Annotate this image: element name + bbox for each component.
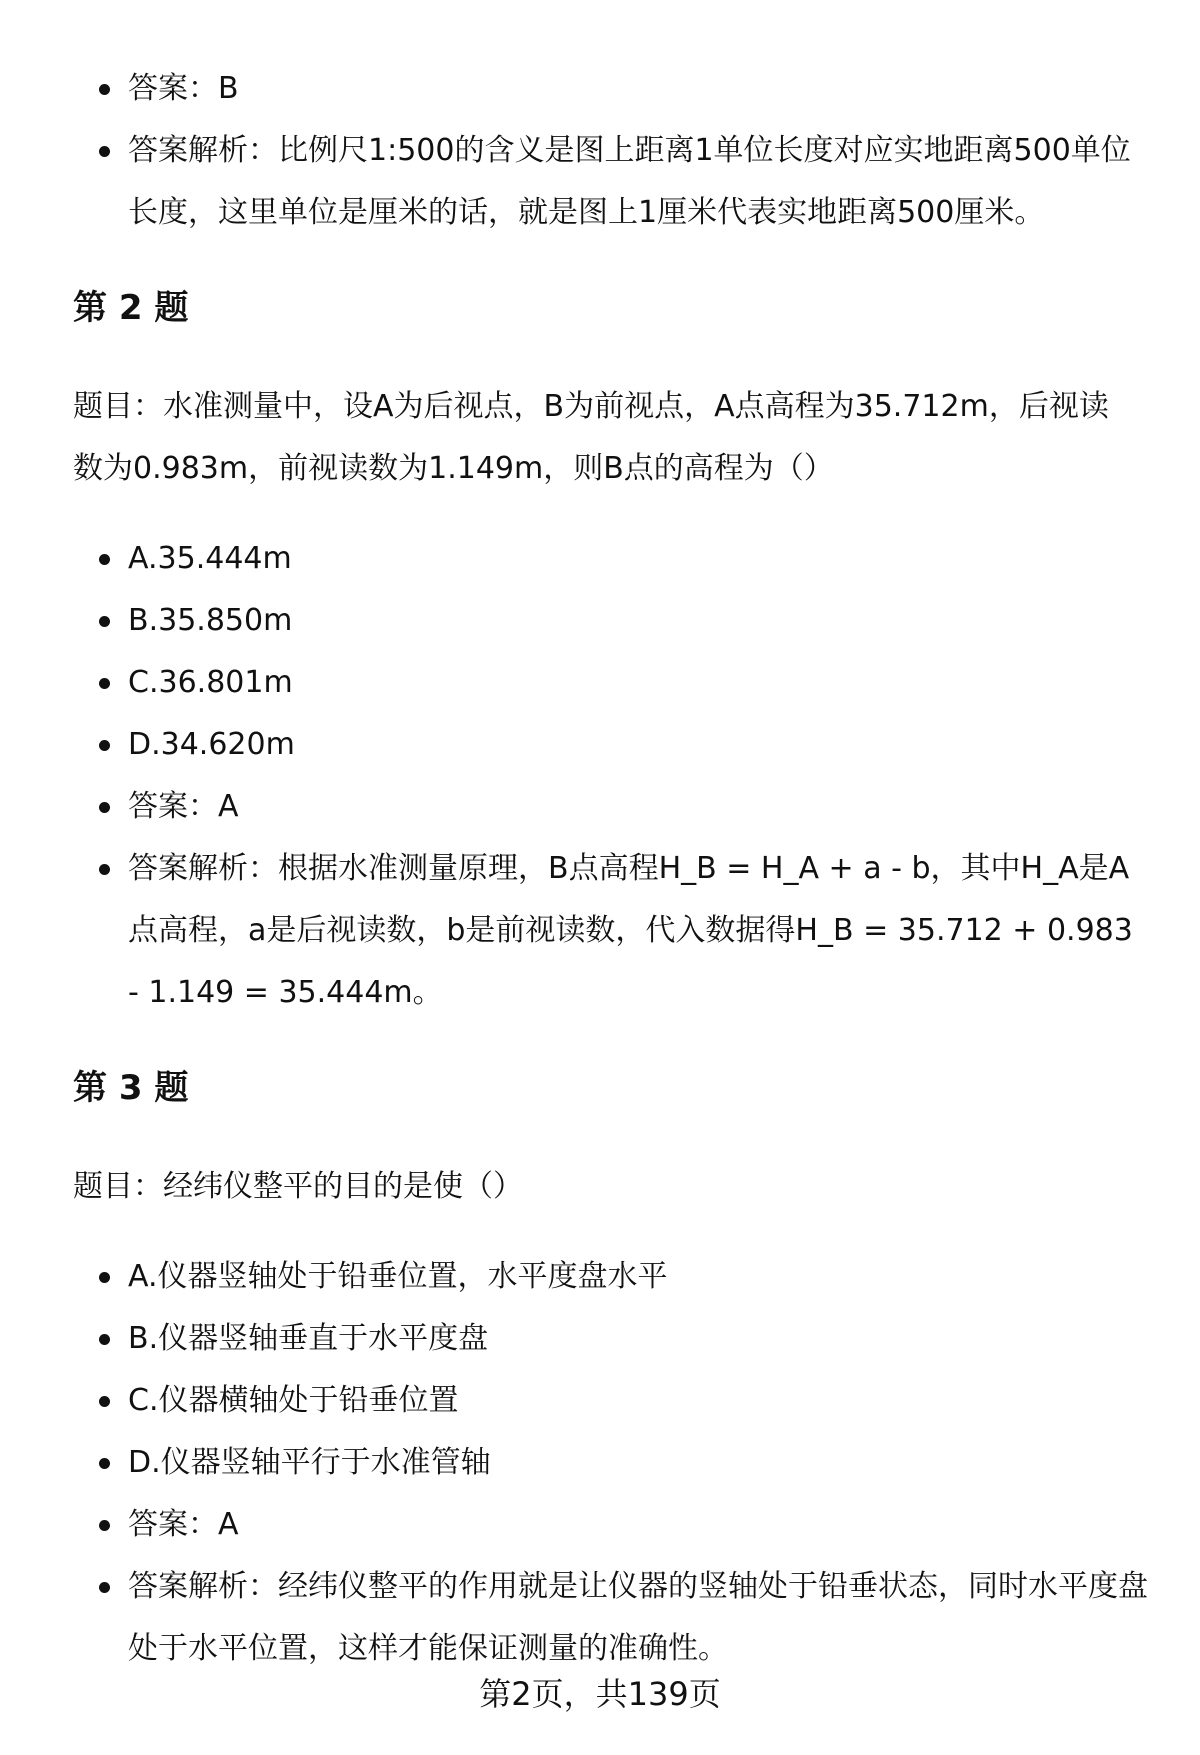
bullet-icon	[99, 554, 110, 565]
q2-option-b-text: B.35.850m	[128, 603, 293, 638]
q3-explanation	[73, 1556, 1153, 1680]
bullet-icon	[99, 864, 110, 875]
q1-answer	[73, 58, 1153, 120]
bullet-icon	[99, 802, 110, 813]
bullet-icon	[99, 1334, 110, 1345]
bullet-icon	[99, 84, 110, 95]
q3-explanation-text: 答案解析：经纬仪整平的作用就是让仪器的竖轴处于铅垂状态，同时水平度盘处于水平位置，这样才能保证测量的准确性。	[128, 1569, 1148, 1666]
q2-answer	[73, 776, 1153, 838]
page-footer: 第2页，共139页	[479, 1675, 721, 1713]
bullet-icon	[99, 146, 110, 157]
q2-answer-text: 答案：A	[128, 789, 239, 824]
q3-option-d	[73, 1432, 1153, 1494]
bullet-icon	[99, 616, 110, 627]
q3-option-c-text: C.仪器横轴处于铅垂位置	[128, 1383, 459, 1418]
bullet-icon	[99, 1458, 110, 1469]
q2-option-d-text: D.34.620m	[128, 727, 295, 762]
q3-option-c	[73, 1370, 1153, 1432]
q3-option-list	[73, 1246, 1153, 1680]
q3-heading: 第 3 题	[73, 1068, 189, 1108]
q3-option-a-text: A.仪器竖轴处于铅垂位置，水平度盘水平	[128, 1259, 668, 1294]
q3-option-b	[73, 1308, 1153, 1370]
bullet-icon	[99, 1582, 110, 1593]
q1-explanation	[73, 120, 1153, 244]
q3-option-a	[73, 1246, 1153, 1308]
q2-option-d	[73, 714, 1153, 776]
q2-option-list	[73, 528, 1153, 1024]
q3-answer	[73, 1494, 1153, 1556]
q2-heading: 第 2 题	[73, 288, 189, 328]
q2-explanation-text: 答案解析：根据水准测量原理，B点高程H_B = H_A + a - b，其中H_A是A点高程，a是后视读数，b是前视读数，代入数据得H_B = 35.712 + 0.983 - 1.149 = 35.444m。	[128, 851, 1133, 1010]
q2-option-a	[73, 528, 1153, 590]
q2-option-a-text: A.35.444m	[128, 541, 292, 576]
q3-option-d-text: D.仪器竖轴平行于水准管轴	[128, 1445, 491, 1480]
q1-answer-text: 答案：B	[128, 71, 239, 106]
q1-answer-list	[73, 58, 1153, 244]
q2-option-c	[73, 652, 1153, 714]
q1-explanation-text: 答案解析：比例尺1:500的含义是图上距离1单位长度对应实地距离500单位长度，这里单位是厘米的话，就是图上1厘米代表实地距离500厘米。	[128, 133, 1131, 230]
bullet-icon	[99, 1520, 110, 1531]
q3-answer-text: 答案：A	[128, 1507, 239, 1542]
bullet-icon	[99, 678, 110, 689]
bullet-icon	[99, 740, 110, 751]
document-content	[73, 58, 1153, 1680]
bullet-icon	[99, 1272, 110, 1283]
q3-stem: 题目：经纬仪整平的目的是使（）	[73, 1169, 523, 1204]
q3-option-b-text: B.仪器竖轴垂直于水平度盘	[128, 1321, 489, 1356]
q2-explanation	[73, 838, 1153, 1024]
q2-option-c-text: C.36.801m	[128, 665, 293, 700]
bullet-icon	[99, 1396, 110, 1407]
q2-stem: 题目：水准测量中，设A为后视点，B为前视点，A点高程为35.712m，后视读数为0.983m，前视读数为1.149m，则B点的高程为（）	[73, 389, 1109, 486]
q2-option-b	[73, 590, 1153, 652]
